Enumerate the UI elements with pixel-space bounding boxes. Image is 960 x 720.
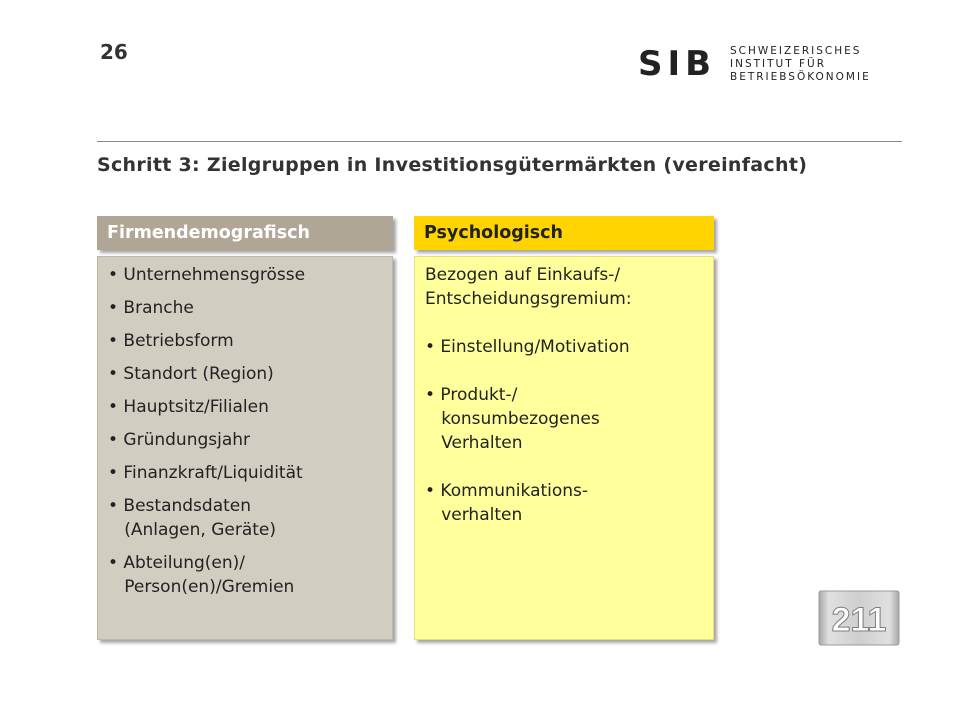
psychologisch-box [414,256,714,640]
list-item: • Branche [108,298,194,318]
list-item: • Betriebsform [108,331,234,351]
list-item: • Gründungsjahr [108,430,251,450]
firmendemografisch-list [108,263,392,599]
book-page-badge [818,590,900,646]
header-divider [97,141,902,142]
logo-subtitle [730,45,871,84]
list-item: • Standort (Region) [108,364,274,384]
logo-subtitle-line: INSTITUT FÜR [730,58,826,70]
psychologisch-intro: Bezogen auf Einkaufs-/ Entscheidungsgremium: [425,265,632,309]
list-item: • Kommunikations- verhalten [425,481,589,525]
psychologisch-header: Psychologisch [414,216,714,250]
logo-subtitle-line: BETRIEBSÖKONOMIE [730,71,871,83]
badge-number: 211 [831,601,887,639]
list-item: • Unternehmensgrösse [108,265,306,285]
slide-title: Schritt 3: Zielgruppen in Investitionsgütermärkten (vereinfacht) [97,154,808,176]
list-item: • Produkt-/ konsumbezogenes Verhalten [425,385,600,453]
list-item: • Einstellung/Motivation [425,337,630,357]
list-item: • Finanzkraft/Liquidität [108,463,303,483]
list-item: • Abteilung(en)/ Person(en)/Gremien [108,553,295,597]
sib-logo: SIB [638,44,717,84]
page-number: 26 [100,40,128,64]
firmendemografisch-header: Firmendemografisch [97,216,393,250]
firmendemografisch-box [97,256,393,640]
psychologisch-list [425,335,713,527]
list-item: • Bestandsdaten (Anlagen, Geräte) [108,496,277,540]
list-item: • Hauptsitz/Filialen [108,397,269,417]
logo-subtitle-line: SCHWEIZERISCHES [730,45,862,57]
